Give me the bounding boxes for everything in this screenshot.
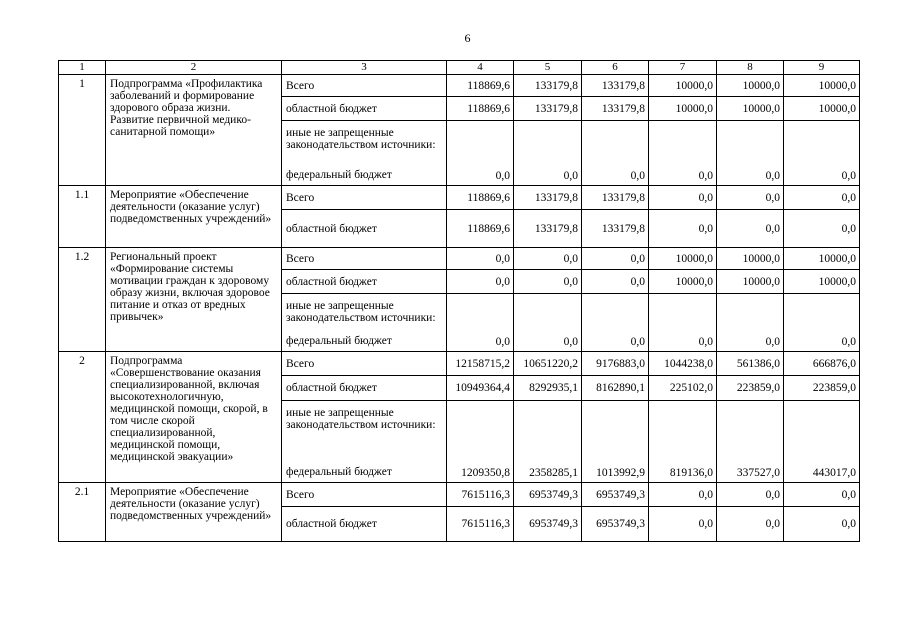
item-number: 2.1 (59, 483, 106, 542)
amount-cell: 133179,8 (514, 210, 582, 248)
funding-source: Всего (282, 352, 447, 376)
amount-cell: 0,0 (649, 121, 717, 186)
amount-cell: 225102,0 (649, 376, 717, 401)
funding-source (282, 401, 447, 483)
amount-cell: 10000,0 (649, 75, 717, 97)
item-name: Подпрограмма «Совершенствование оказания специализированной, включая высокотехнологичную, медицинской помощи, скорой, в том числе скорой специализированной, медицинской помощи, медицинской эвакуации» (106, 352, 282, 483)
header-cell: 1 (59, 61, 106, 75)
amount-cell: 0,0 (717, 294, 784, 352)
amount-cell: 133179,8 (514, 97, 582, 121)
amount-cell: 0,0 (649, 294, 717, 352)
amount-cell: 0,0 (784, 294, 860, 352)
header-row (59, 61, 860, 75)
amount-cell: 6953749,3 (514, 507, 582, 542)
table-row (59, 75, 860, 97)
amount-cell: 12158715,2 (447, 352, 514, 376)
amount-cell: 0,0 (717, 121, 784, 186)
header-cell: 3 (282, 61, 447, 75)
amount-cell: 0,0 (784, 483, 860, 507)
item-number: 2 (59, 352, 106, 483)
funding-source: Всего (282, 75, 447, 97)
amount-cell: 223859,0 (784, 376, 860, 401)
amount-cell: 7615116,3 (447, 507, 514, 542)
amount-cell: 819136,0 (649, 401, 717, 483)
table-row (59, 248, 860, 270)
item-name: Мероприятие «Обеспечение деятельности (оказание услуг) подведомственных учреждений» (106, 483, 282, 542)
header-cell: 5 (514, 61, 582, 75)
funding-source (282, 294, 447, 352)
amount-cell: 10000,0 (649, 97, 717, 121)
amount-cell: 1013992,9 (582, 401, 649, 483)
amount-cell: 118869,6 (447, 210, 514, 248)
amount-cell: 0,0 (784, 121, 860, 186)
amount-cell: 0,0 (784, 210, 860, 248)
funding-source: областной бюджет (282, 507, 447, 542)
amount-cell: 10000,0 (717, 270, 784, 294)
amount-cell: 10000,0 (784, 270, 860, 294)
amount-cell: 0,0 (717, 483, 784, 507)
item-number: 1.2 (59, 248, 106, 352)
amount-cell: 0,0 (784, 507, 860, 542)
amount-cell: 10000,0 (784, 75, 860, 97)
funding-source-label: иные не запрещенные законодательством источники: (286, 300, 436, 324)
amount-cell: 0,0 (582, 270, 649, 294)
header-cell: 9 (784, 61, 860, 75)
table-row (59, 352, 860, 376)
item-number: 1 (59, 75, 106, 186)
amount-cell: 133179,8 (582, 97, 649, 121)
amount-cell: 10000,0 (717, 248, 784, 270)
amount-cell: 8292935,1 (514, 376, 582, 401)
amount-cell: 10651220,2 (514, 352, 582, 376)
funding-source: Всего (282, 483, 447, 507)
page-number: 6 (464, 31, 471, 45)
header-cell: 2 (106, 61, 282, 75)
amount-cell: 0,0 (447, 248, 514, 270)
amount-cell: 223859,0 (717, 376, 784, 401)
amount-cell: 10000,0 (649, 270, 717, 294)
funding-source: областной бюджет (282, 97, 447, 121)
funding-source: областной бюджет (282, 270, 447, 294)
amount-cell: 0,0 (649, 507, 717, 542)
amount-cell: 8162890,1 (582, 376, 649, 401)
amount-cell: 6953749,3 (582, 507, 649, 542)
amount-cell: 10000,0 (649, 248, 717, 270)
amount-cell: 0,0 (649, 210, 717, 248)
table-row (59, 186, 860, 210)
funding-source: областной бюджет (282, 210, 447, 248)
amount-cell: 0,0 (582, 248, 649, 270)
amount-cell: 118869,6 (447, 97, 514, 121)
funding-source: Всего (282, 248, 447, 270)
funding-subsource-label: федеральный бюджет (286, 335, 392, 347)
amount-cell: 133179,8 (514, 75, 582, 97)
budget-table (58, 60, 860, 542)
amount-cell: 0,0 (582, 294, 649, 352)
amount-cell: 0,0 (582, 121, 649, 186)
amount-cell: 133179,8 (514, 186, 582, 210)
amount-cell: 9176883,0 (582, 352, 649, 376)
item-number: 1.1 (59, 186, 106, 248)
funding-subsource-label: федеральный бюджет (286, 169, 392, 181)
amount-cell: 10000,0 (717, 97, 784, 121)
amount-cell: 0,0 (649, 483, 717, 507)
funding-source (282, 121, 447, 186)
amount-cell: 133179,8 (582, 75, 649, 97)
funding-source-label: иные не запрещенные законодательством источники: (286, 127, 436, 151)
amount-cell: 0,0 (514, 270, 582, 294)
amount-cell: 337527,0 (717, 401, 784, 483)
amount-cell: 10949364,4 (447, 376, 514, 401)
header-cell: 7 (649, 61, 717, 75)
amount-cell: 6953749,3 (582, 483, 649, 507)
amount-cell: 133179,8 (582, 186, 649, 210)
amount-cell: 118869,6 (447, 186, 514, 210)
funding-source-label: иные не запрещенные законодательством источники: (286, 407, 436, 431)
amount-cell: 443017,0 (784, 401, 860, 483)
amount-cell: 0,0 (717, 210, 784, 248)
amount-cell: 0,0 (514, 121, 582, 186)
item-name: Мероприятие «Обеспечение деятельности (оказание услуг) подведомственных учреждений» (106, 186, 282, 248)
amount-cell: 0,0 (514, 248, 582, 270)
amount-cell: 7615116,3 (447, 483, 514, 507)
header-cell: 4 (447, 61, 514, 75)
amount-cell: 2358285,1 (514, 401, 582, 483)
amount-cell: 666876,0 (784, 352, 860, 376)
amount-cell: 0,0 (784, 186, 860, 210)
funding-source: Всего (282, 186, 447, 210)
amount-cell: 561386,0 (717, 352, 784, 376)
amount-cell: 0,0 (717, 507, 784, 542)
amount-cell: 1209350,8 (447, 401, 514, 483)
header-cell: 6 (582, 61, 649, 75)
amount-cell: 0,0 (447, 121, 514, 186)
amount-cell: 133179,8 (582, 210, 649, 248)
amount-cell: 0,0 (514, 294, 582, 352)
amount-cell: 10000,0 (717, 75, 784, 97)
amount-cell: 1044238,0 (649, 352, 717, 376)
funding-subsource-label: федеральный бюджет (286, 466, 392, 478)
amount-cell: 118869,6 (447, 75, 514, 97)
amount-cell: 6953749,3 (514, 483, 582, 507)
funding-source: областной бюджет (282, 376, 447, 401)
table-row (59, 483, 860, 507)
item-name: Региональный проект «Формирование системы мотивации граждан к здоровому образу жизни, включая здоровое питание и отказ от вредных привычек» (106, 248, 282, 352)
header-cell: 8 (717, 61, 784, 75)
item-name: Подпрограмма «Профилактика заболеваний и формирование здорового образа жизни. Развитие первичной медико-санитарной помощи» (106, 75, 282, 186)
amount-cell: 0,0 (717, 186, 784, 210)
amount-cell: 10000,0 (784, 248, 860, 270)
amount-cell: 0,0 (447, 294, 514, 352)
amount-cell: 10000,0 (784, 97, 860, 121)
amount-cell: 0,0 (649, 186, 717, 210)
amount-cell: 0,0 (447, 270, 514, 294)
